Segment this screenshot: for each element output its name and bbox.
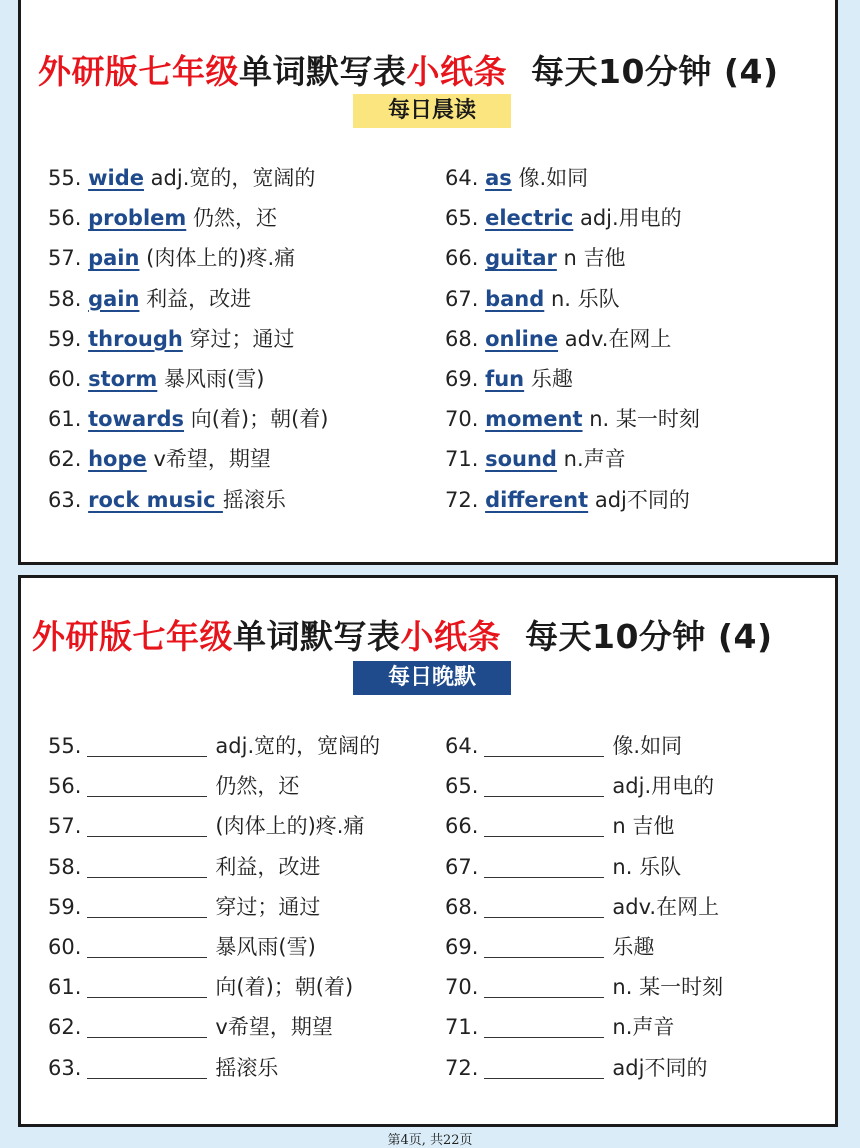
item-number: 63.	[48, 487, 82, 512]
item-number: 66.	[445, 246, 479, 271]
item-number: 70.	[445, 975, 479, 1000]
vocab-meaning: 利益，改进	[146, 286, 252, 311]
answer-blank[interactable]	[87, 1056, 207, 1079]
vocab-meaning: 穿过；通过	[215, 894, 321, 919]
vocab-row	[445, 200, 700, 240]
vocab-row	[445, 361, 700, 401]
vocab-meaning: 仍然，还	[215, 774, 300, 799]
item-number: 64.	[445, 734, 479, 758]
vocab-meaning: adj.宽的，宽阔的	[215, 734, 381, 758]
item-number: 56.	[48, 774, 82, 799]
answer-blank[interactable]	[484, 895, 604, 918]
answer-blank[interactable]	[87, 855, 207, 878]
vocab-word: band	[485, 286, 545, 311]
item-number: 55.	[48, 734, 82, 758]
vocab-meaning: (肉体上的)疼.痛	[215, 814, 365, 839]
vocab-word: problem	[88, 206, 187, 231]
vocab-meaning: n 吉他	[612, 814, 675, 839]
item-number: 58.	[48, 854, 82, 879]
vocab-word: through	[88, 326, 183, 351]
vocab-meaning: 摇滚乐	[215, 1055, 279, 1080]
item-number: 55.	[48, 166, 82, 190]
vocab-word: gain	[88, 286, 140, 311]
vocab-word: online	[485, 326, 559, 351]
vocab-meaning: n. 乐队	[612, 854, 682, 879]
item-number: 60.	[48, 366, 82, 391]
page-title: 外研版七年级单词默写表小纸条 每天10分钟 (4)	[38, 52, 779, 91]
dictation-row	[445, 969, 723, 1009]
vocab-meaning: 像.如同	[612, 734, 683, 758]
evening-dictation-badge: 每日晚默	[353, 661, 511, 695]
answer-blank[interactable]	[484, 935, 604, 958]
vocab-row	[48, 200, 329, 240]
vocab-row	[48, 321, 329, 361]
vocab-meaning: 摇滚乐	[222, 487, 286, 512]
item-number: 71.	[445, 447, 479, 472]
dictation-row	[48, 969, 380, 1009]
vocab-meaning: 暴风雨(雪)	[164, 366, 265, 391]
item-number: 62.	[48, 447, 82, 472]
vocab-row	[445, 482, 700, 522]
vocab-row	[48, 441, 329, 481]
vocab-row	[445, 441, 700, 481]
answer-blank[interactable]	[87, 935, 207, 958]
item-number: 59.	[48, 894, 82, 919]
item-number: 72.	[445, 1055, 479, 1080]
item-number: 59.	[48, 326, 82, 351]
vocab-word: rock music	[88, 487, 223, 512]
evening-card	[18, 575, 838, 1127]
item-number: 63.	[48, 1055, 82, 1080]
vocab-word: wide	[88, 166, 144, 190]
vocab-row	[445, 160, 700, 200]
vocab-word: guitar	[485, 246, 557, 271]
item-number: 66.	[445, 814, 479, 839]
vocab-meaning: 乐趣	[612, 934, 655, 959]
vocab-word: towards	[88, 407, 185, 432]
dictation-row	[445, 889, 723, 929]
vocab-row	[445, 321, 700, 361]
morning-right-column	[445, 160, 700, 522]
vocab-word: sound	[485, 447, 557, 472]
vocab-meaning: 像.如同	[518, 166, 589, 190]
vocab-meaning: adv.在网上	[564, 326, 672, 351]
dictation-row	[48, 1050, 380, 1090]
dictation-row	[445, 728, 723, 768]
dictation-row	[48, 1009, 380, 1049]
vocab-meaning: adj不同的	[594, 487, 690, 512]
item-number: 71.	[445, 1015, 479, 1040]
vocab-meaning: n.声音	[612, 1015, 675, 1040]
answer-blank[interactable]	[484, 814, 604, 837]
vocab-meaning: 穿过；通过	[189, 326, 295, 351]
answer-blank[interactable]	[484, 1056, 604, 1079]
vocab-row	[48, 240, 329, 280]
item-number: 57.	[48, 814, 82, 839]
vocab-meaning: n. 某一时刻	[589, 407, 700, 432]
answer-blank[interactable]	[484, 855, 604, 878]
vocab-meaning: 向(着)；朝(着)	[190, 407, 329, 432]
vocab-word: fun	[485, 366, 525, 391]
vocab-row	[48, 160, 329, 200]
morning-reading-badge: 每日晨读	[353, 94, 511, 128]
vocab-row	[48, 281, 329, 321]
vocab-meaning: n 吉他	[563, 246, 626, 271]
dictation-row	[445, 1009, 723, 1049]
vocab-meaning: adj.宽的，宽阔的	[150, 166, 316, 190]
answer-blank[interactable]	[87, 814, 207, 837]
dictation-row	[48, 728, 380, 768]
answer-blank[interactable]	[484, 734, 604, 757]
vocab-meaning: 暴风雨(雪)	[215, 934, 316, 959]
item-number: 69.	[445, 366, 479, 391]
morning-left-column	[48, 160, 329, 522]
dictation-row	[445, 808, 723, 848]
answer-blank[interactable]	[87, 1015, 207, 1038]
answer-blank[interactable]	[87, 975, 207, 998]
vocab-word: pain	[88, 246, 140, 271]
item-number: 65.	[445, 206, 479, 231]
vocab-meaning: v希望，期望	[153, 447, 271, 472]
vocab-meaning: 仍然，还	[192, 206, 277, 231]
answer-blank[interactable]	[87, 895, 207, 918]
dictation-row	[445, 929, 723, 969]
item-number: 60.	[48, 934, 82, 959]
answer-blank[interactable]	[87, 774, 207, 797]
dictation-row	[445, 1050, 723, 1090]
item-number: 70.	[445, 407, 479, 432]
vocab-meaning: adv.在网上	[612, 894, 720, 919]
item-number: 69.	[445, 934, 479, 959]
vocab-word: different	[485, 487, 589, 512]
page-title: 外研版七年级单词默写表小纸条 每天10分钟 (4)	[32, 617, 773, 656]
vocab-meaning: 利益，改进	[215, 854, 321, 879]
dictation-row	[48, 808, 380, 848]
vocab-word: storm	[88, 366, 158, 391]
vocab-row	[445, 281, 700, 321]
vocab-row	[48, 361, 329, 401]
vocab-word: moment	[485, 407, 583, 432]
answer-blank[interactable]	[87, 734, 207, 757]
dictation-row	[48, 929, 380, 969]
dictation-row	[48, 849, 380, 889]
vocab-row	[48, 482, 329, 522]
item-number: 65.	[445, 774, 479, 799]
vocab-meaning: n.声音	[563, 447, 626, 472]
evening-left-column	[48, 728, 380, 1090]
item-number: 72.	[445, 487, 479, 512]
page-footer: 第4页, 共22页	[387, 1133, 473, 1148]
dictation-row	[445, 849, 723, 889]
vocab-meaning: 向(着)；朝(着)	[215, 975, 354, 1000]
vocab-row	[445, 401, 700, 441]
item-number: 64.	[445, 166, 479, 190]
vocab-meaning: 乐趣	[530, 366, 573, 391]
vocab-meaning: adj.用电的	[579, 206, 682, 231]
vocab-row	[48, 401, 329, 441]
item-number: 68.	[445, 894, 479, 919]
item-number: 68.	[445, 326, 479, 351]
dictation-row	[48, 768, 380, 808]
item-number: 67.	[445, 286, 479, 311]
item-number: 67.	[445, 854, 479, 879]
item-number: 61.	[48, 975, 82, 1000]
morning-card	[18, 0, 838, 565]
vocab-word: hope	[88, 447, 147, 472]
vocab-meaning: adj不同的	[612, 1055, 708, 1080]
vocab-meaning: n. 某一时刻	[612, 975, 724, 1000]
dictation-row	[48, 889, 380, 929]
answer-blank[interactable]	[484, 975, 604, 998]
item-number: 57.	[48, 246, 82, 271]
answer-blank[interactable]	[484, 774, 604, 797]
item-number: 58.	[48, 286, 82, 311]
vocab-meaning: v希望，期望	[215, 1015, 333, 1040]
vocab-meaning: n. 乐队	[550, 286, 620, 311]
vocab-row	[445, 240, 700, 280]
vocab-meaning: (肉体上的)疼.痛	[146, 246, 296, 271]
item-number: 62.	[48, 1015, 82, 1040]
vocab-word: as	[485, 166, 512, 190]
item-number: 56.	[48, 206, 82, 231]
dictation-row	[445, 768, 723, 808]
vocab-word: electric	[485, 206, 574, 231]
answer-blank[interactable]	[484, 1015, 604, 1038]
vocab-meaning: adj.用电的	[612, 774, 715, 799]
item-number: 61.	[48, 407, 82, 432]
evening-right-column	[445, 728, 723, 1090]
